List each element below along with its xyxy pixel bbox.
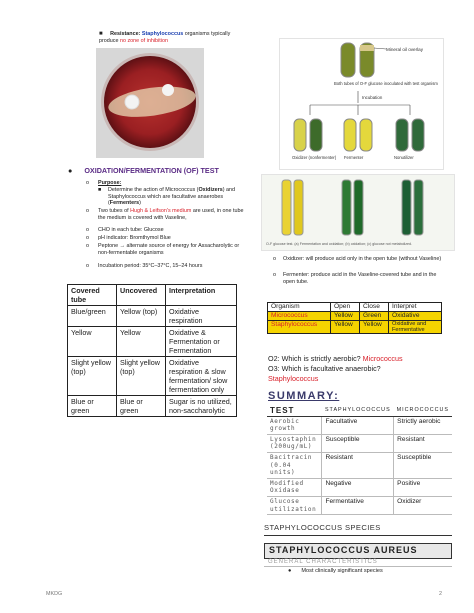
cell: Resistant	[322, 452, 394, 478]
cell: Susceptible	[322, 434, 394, 452]
cell: Blue or green	[68, 396, 117, 417]
resistance-result: no zone of inhibition	[119, 38, 168, 44]
header-close: Close	[360, 303, 389, 312]
cell: Oxidative respiration & slow fermentation/ slow fermentation only	[166, 357, 237, 396]
table-row	[267, 478, 452, 496]
header-test: TEST	[267, 406, 322, 416]
cell: Modified Oxidase	[267, 478, 322, 496]
of-tubes-diagram	[279, 38, 444, 170]
table-row	[68, 357, 237, 396]
staph-aureus-title: STAPHYLOCOCCUS AUREUS	[269, 545, 418, 555]
question-2: O2: Which is strictly aerobic? Micrococcus	[268, 354, 403, 363]
cell: Facultative	[322, 416, 394, 434]
cell: Yellow	[68, 327, 117, 357]
header-covered: Covered tube	[68, 285, 117, 306]
page-number: 2	[439, 591, 442, 597]
of-test-heading: ● OXIDATION/FERMENTATION (OF) TEST	[68, 166, 219, 175]
label-oxidizer: Oxidizer (nonfermenter)	[292, 155, 337, 160]
fermenter-bullet: o Fermenter: produce acid in the Vaseline-covered tube and in the open tube.	[273, 272, 437, 285]
cell: Blue/green	[68, 306, 117, 327]
general-characteristics-heading: GENERAL CHARACTERISTICS	[268, 559, 378, 565]
of-tubes-photo-svg	[262, 175, 454, 250]
list-item: ● Most clinically significant species	[288, 568, 383, 574]
summary-table	[267, 406, 452, 515]
cell: Green	[360, 312, 389, 321]
staph-aureus-box	[264, 543, 452, 559]
cell: Strictly aerobic	[394, 416, 452, 434]
divider	[264, 535, 452, 536]
table-row	[267, 416, 452, 434]
cell: Sugar is no utilized, non-saccharolytic	[166, 396, 237, 417]
cell: Yellow	[331, 321, 360, 334]
cell: Lysostaphin (200ug/mL)	[267, 434, 322, 452]
header-staphylococcus: STAPHYLOCOCCUS	[322, 406, 394, 416]
of-interpretation-table	[67, 284, 237, 417]
footer-left: MKDG	[46, 591, 63, 597]
header-uncovered: Uncovered	[117, 285, 166, 306]
bullet-square: ■	[99, 31, 103, 37]
table-header-row	[268, 303, 442, 312]
of-tubes-photo	[261, 174, 455, 251]
cell: Bacitracin (0.04 units)	[267, 452, 322, 478]
cell: Yellow (top)	[117, 306, 166, 327]
label-nonutilizer: Nonutilizer	[394, 155, 414, 160]
oxidizer-bullet: o Oxidizer: will produce acid only in the open tube (without Vaseline)	[273, 256, 442, 262]
petri-dish-photo	[96, 48, 204, 158]
resistance-organism: Staphylococcus	[141, 31, 184, 37]
cell: Positive	[394, 478, 452, 496]
species-heading: STAPHYLOCOCCUS SPECIES	[264, 523, 381, 532]
cell: Oxidative and Fermentative	[389, 321, 442, 334]
label-fermenter: Fermenter	[344, 155, 364, 160]
header-micrococcus: MICROCOCCUS	[394, 406, 452, 416]
label-mineral-oil: Mineral oil overlay	[386, 47, 424, 52]
cell: Yellow	[331, 312, 360, 321]
resistance-bullet	[99, 31, 249, 45]
cell: Negative	[322, 478, 394, 496]
cell: Slight yellow (top)	[117, 357, 166, 396]
header-open: Open	[331, 303, 360, 312]
cell: Oxidative	[389, 312, 442, 321]
header-interpret: Interpret	[389, 303, 442, 312]
table-row	[267, 496, 452, 514]
header-organism: Organism	[268, 303, 331, 312]
cell: Blue or green	[117, 396, 166, 417]
of-photo-caption: O-F glucose test. (a) Fermentation and oxidation; (b) oxidation; (c) glucose not metabolized.	[266, 242, 413, 246]
bullet-dot: ●	[288, 568, 292, 574]
cell: Slight yellow (top)	[68, 357, 117, 396]
label-both-tubes: Both tubes of O-F glucose inoculated with test organism	[334, 81, 438, 86]
table-header-row	[267, 406, 452, 416]
cell: Oxidizer	[394, 496, 452, 514]
table-row	[268, 321, 442, 334]
tube-row	[282, 180, 423, 235]
cell: Staphylococcus	[268, 321, 331, 334]
of-tubes-svg	[280, 39, 443, 169]
table-row	[267, 452, 452, 478]
organism-table	[267, 302, 442, 334]
cell: Resistant	[394, 434, 452, 452]
tube-pair-nonutilizer	[396, 119, 424, 151]
label-incubation: Incubation	[362, 95, 383, 100]
cell: Glucose utilization	[267, 496, 322, 514]
table-header-row	[68, 285, 237, 306]
table-row	[68, 327, 237, 357]
table-row	[68, 306, 237, 327]
resistance-label: Resistance:	[110, 31, 141, 37]
cell: Micrococcus	[268, 312, 331, 321]
tube-pair-fermenter	[344, 119, 372, 151]
table-row	[68, 396, 237, 417]
cell: Susceptible	[394, 452, 452, 478]
cell: Aerobic growth	[267, 416, 322, 434]
petri-dish-svg	[100, 52, 200, 152]
question-3-answer: Staphylococcus	[268, 374, 319, 383]
cell: Yellow	[117, 327, 166, 357]
cell: Yellow	[360, 321, 389, 334]
bullet-dot: ●	[68, 166, 73, 175]
cell: Oxidative respiration	[166, 306, 237, 327]
cell: Fermentative	[322, 496, 394, 514]
tube-pair-oxidizer	[294, 119, 322, 151]
table-row	[267, 434, 452, 452]
divider	[264, 566, 452, 567]
table-row	[268, 312, 442, 321]
tube-pair-top	[341, 43, 374, 77]
cell: Oxidative & Fermentation or Fermentation	[166, 327, 237, 357]
summary-heading: SUMMARY:	[268, 390, 340, 402]
question-3: O3: Which is facultative anaerobic?	[268, 364, 381, 373]
header-interpretation: Interpretation	[166, 285, 237, 306]
resistance-mid: organisms typically produce	[99, 31, 231, 44]
